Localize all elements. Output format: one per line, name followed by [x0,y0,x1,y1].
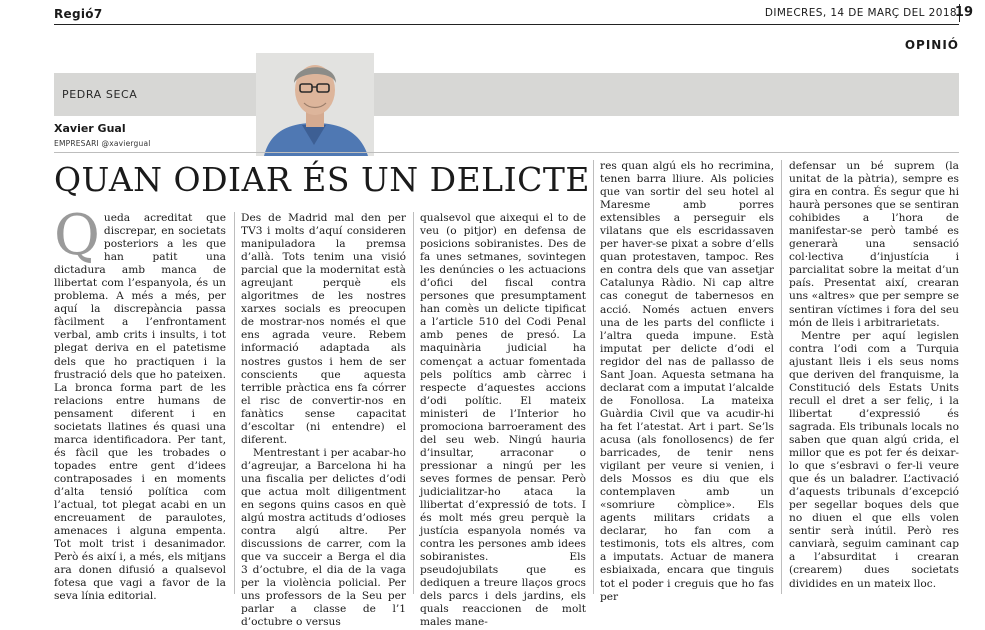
article-column-1 [54,203,226,603]
article-paragraph: res quan algú els ho recrimina, tenen barra lliure. Als policies que van sortir del seu hotel al Maresme amb porres extensibles a perseguir els vilatans que els escridassaven per haver-se pixat a sobre d’ells quan protestaven, tampoc. Res en contra dels que van assetjar Catalunya Ràdio. Ni cap altre cas conegut de tabernesos en acció. Només actuen envers una de les parts del conflicte i l’altra queda impune. Està imputat per delicte d’odi el regidor del nas de pallasso de Sant Joan. Aquesta setmana ha declarat com a imputat l’alcalde de Fonollosa. La mateixa Guàrdia Civil que va acudir-hi ha fet l’atestat. Art i part. Se’ls acusa (als fonollosencs) de fer barricades, de tenir nens vigilant per veure si venien, i dels Mossos es diu que els contemplaven amb un «somriure còmplice». Els agents militars cridats a declarar, ho fan com a testimonis, tots els altres, com a imputats. Actuar de manera esbiaixada, encara que tinguis tot el poder i creguis que ho fas per [600,160,774,603]
page-number: 19 [954,5,973,20]
article-headline: QUAN ODIAR ÉS UN DELICTE [54,160,590,199]
issue-date: DIMECRES, 14 DE MARÇ DEL 2018 [764,7,957,19]
column-divider [413,212,414,594]
column-divider [234,212,235,594]
article-paragraph: defensar un bé suprem (la unitat de la pàtria), sempre es gira en contra. És segur que hi haurà persones que se sentiran cohibides a l’hora de manifestar-se però també es generarà una sensació col·lectiva d’injustícia i parcialitat sobre la meitat d’un país. Presentat així, crearan uns «altres» que per sempre se sentiran víctimes i fora del seu món de lleis i arbitrarietats. [789,160,959,329]
article-paragraph: Des de Madrid mal den per TV3 i molts d’aquí consideren manipuladora la premsa d’allà. Tots tenim una visió parcial que la modernitat està agreujant perquè els algoritmes de les nostres xarxes socials es preocupen de mostrar-nos només el que ens agrada veure. Rebem informació adaptada als nostres gustos i hem de ser conscients que aquesta terrible pràctica ens fa córrer el risc de convertir-nos en fanàtics sense capacitat d’escoltar (ni entendre) el diferent. [241,212,406,446]
article-column-2 [241,212,406,629]
article-column-5 [789,160,959,594]
newspaper-brand: Regió7 [54,7,103,21]
author-name: Xavier Gual [54,122,126,135]
header-rule [54,24,959,25]
author-photo [256,53,374,156]
column-banner [54,73,959,116]
drop-cap: Q [54,203,100,268]
article-column-3 [420,212,586,629]
column-divider [781,160,782,594]
article-paragraph: Mentrestant i per acabar-ho d’agreujar, a Barcelona hi ha una fiscalia per delictes d’odi que actua molt diligentment en segons quins casos en què algú mostra actituds d’odioses contra algú altre. Per discussions de carrer, com la que va succeir a Berga el dia 3 d’octubre, el dia de la vaga per la violència policial. Per uns professors de la Seu per parlar a classe de l’1 d’octubre o versus [241,446,406,629]
author-role: EMPRESARI @xaviergual [54,139,151,148]
article-paragraph: Queda acreditat que discrepar, en societats posteriors a les que han patit una dictadura amb manca de llibertat com l’espanyola, és un problema. A més a més, per aquí la discrepància passa fàcilment a l’enfrontament verbal, amb crits i insults, i tot plegat deriva en el patetisme dels que ho practiquen i la frustració dels que ho pateixen. La bronca forma part de les relacions entre humans de pensament diferent i en societats llatines és quasi una marca identificadora. Per tant, és fàcil que les trobades o topades entre gent d’idees contraposades i en moments d’alta tensió política com l’actual, tot plegat acabi en un encreuament de paraulotes, amenaces i alguna empenta. Tot molt trist i desanimador. Però és així i, a més, els mitjans ara donen difusió a qualsevol fotesa que vagi a favor de la seva línia editorial. [54,203,226,603]
article-paragraph: qualsevol que aixequi el to de veu (o pitjor) en defensa de posicions sobiranistes. Des de fa unes setmanes, sovintegen les denúncies o les actuacions d’ofici del fiscal contra persones que presumptament han comès un delicte tipificat a l’article 510 del Codi Penal amb penes de presó. La maquinària judicial ha començat a actuar fomentada pels polítics amb càrrec i respecte d’aquestes accions d’odi polític. El mateix ministeri de l’Interior ho promociona barroerament des del seu web. Ningú hauria d’insultar, arraconar o pressionar a ningú per les seves formes de pensar. Però judicialitzar-ho ataca la llibertat d’expressió de tots. I és molt més greu perquè la justícia espanyola només va contra les persones amb idees sobiranistes. Els pseudojubilats que es dediquen a treure llaços grocs dels parcs i dels jardins, els quals reaccionen de molt males mane- [420,212,586,629]
column-divider [593,160,594,594]
column-name: PEDRA SECA [62,88,138,101]
byline-rule [54,152,959,153]
section-label: OPINIÓ [904,38,959,52]
page-header [0,0,985,52]
article-paragraph: Mentre per aquí legislen contra l’odi com a Turquia ajustant lleis i els seus noms que deriven del franquisme, la Constitució dels Estats Units recull el dret a ser feliç, i la llibertat d’expressió és sagrada. Els tribunals locals no saben que quan algú crida, el millor que es pot fer és deixar-lo que s’esbravi o fer-li veure que és un baladrer. L’activació d’aquests tribunals d’excepció per segellar boques dels que no diuen el que ells volen sentir serà inútil. Però res canviarà, seguim caminant cap a l’absurditat i crearan (crearem) dues societats dividides en un mateix lloc. [789,329,959,590]
author-portrait-illustration [256,53,374,156]
article-column-4 [600,160,774,603]
